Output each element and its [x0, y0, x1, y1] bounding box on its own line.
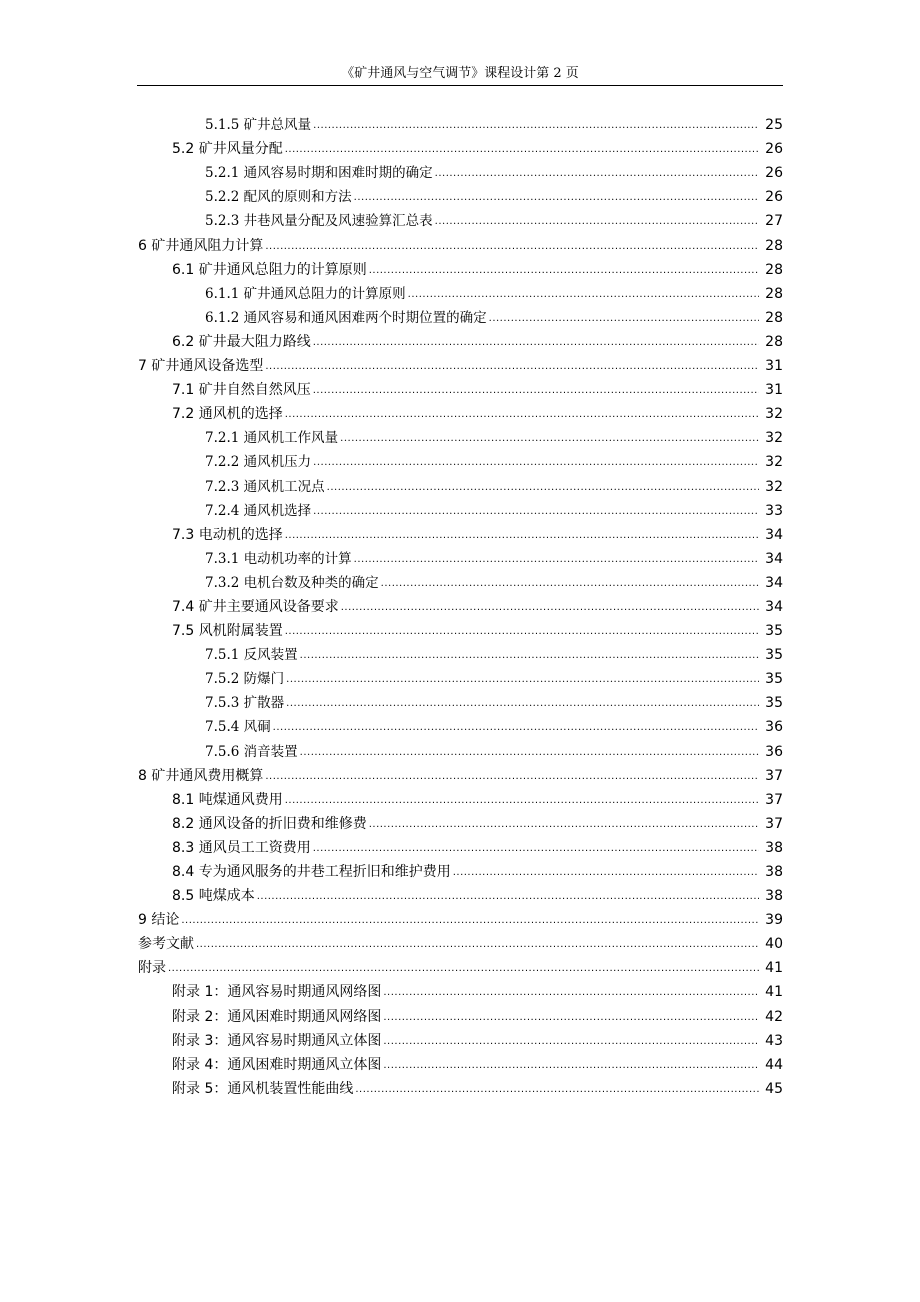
toc-entry[interactable] — [0, 618, 920, 642]
toc-entry-title: 5.2.3 井巷风量分配及风速验算汇总表 — [205, 213, 433, 230]
toc-entry-title: 7.3.1 电动机功率的计算 — [205, 550, 352, 567]
toc-dot-leader — [354, 555, 759, 565]
toc-entry[interactable] — [0, 642, 920, 666]
toc-dot-leader — [265, 242, 759, 252]
toc-entry-page-number: 26 — [765, 165, 783, 182]
toc-entry-title: 7.5.2 防爆门 — [205, 671, 285, 688]
header-rule — [137, 85, 783, 86]
toc-entry-title: 7.2.2 通风机压力 — [205, 454, 312, 471]
toc-dot-leader — [408, 290, 759, 300]
toc-entry-title: 附录 2：通风困难时期通风网络图 — [172, 1008, 382, 1025]
toc-entry-page-number: 36 — [765, 743, 783, 760]
toc-dot-leader — [369, 820, 759, 830]
toc-entry-title: 6 矿井通风阻力计算 — [138, 237, 264, 254]
toc-entry-title: 8.4 专为通风服务的井巷工程折旧和维护费用 — [172, 864, 451, 880]
toc-entry-page-number: 35 — [765, 647, 783, 664]
toc-entry-title: 7.5.1 反风装置 — [205, 647, 298, 664]
toc-entry-page-number: 32 — [765, 406, 783, 423]
toc-entry[interactable] — [0, 931, 920, 955]
toc-entry-title: 8.3 通风员工工资费用 — [172, 839, 311, 856]
toc-entry-title: 6.1.1 矿井通风总阻力的计算原则 — [205, 285, 406, 302]
toc-dot-leader — [265, 772, 759, 782]
toc-dot-leader — [285, 627, 759, 637]
toc-entry[interactable] — [0, 714, 920, 738]
toc-entry-title: 7.2 通风机的选择 — [172, 406, 283, 423]
toc-entry[interactable] — [0, 305, 920, 329]
toc-entry-title: 5.2 矿井风量分配 — [172, 141, 283, 158]
toc-entry[interactable] — [0, 546, 920, 570]
toc-dot-leader — [273, 723, 759, 733]
toc-entry-page-number: 34 — [765, 598, 783, 615]
toc-entry[interactable] — [0, 281, 920, 305]
toc-dot-leader — [383, 1061, 759, 1071]
toc-dot-leader — [355, 1085, 759, 1095]
toc-entry-page-number: 32 — [765, 454, 783, 471]
toc-entry-title: 7.3 电动机的选择 — [172, 526, 283, 543]
toc-dot-leader — [383, 1013, 759, 1023]
toc-entry-title: 9 结论 — [138, 912, 180, 929]
toc-entry-page-number: 35 — [765, 623, 783, 640]
toc-entry-page-number: 28 — [765, 309, 783, 326]
toc-entry-title: 7.5 风机附属装置 — [172, 623, 283, 640]
toc-entry[interactable] — [0, 353, 920, 377]
toc-dot-leader — [313, 386, 759, 396]
toc-entry-title: 6.1 矿井通风总阻力的计算原则 — [172, 261, 367, 278]
toc-dot-leader — [313, 507, 759, 517]
toc-entry[interactable] — [0, 738, 920, 762]
toc-entry[interactable] — [0, 690, 920, 714]
toc-entry-page-number: 38 — [765, 839, 783, 856]
toc-entry-page-number: 43 — [765, 1032, 783, 1049]
toc-entry[interactable] — [0, 1028, 920, 1052]
toc-entry-title: 参考文献 — [138, 936, 194, 953]
toc-entry-page-number: 37 — [765, 767, 783, 784]
toc-dot-leader — [285, 531, 759, 541]
toc-entry[interactable] — [0, 232, 920, 256]
toc-entry-title: 8.5 吨煤成本 — [172, 888, 255, 905]
toc-dot-leader — [383, 1037, 759, 1047]
toc-entry-page-number: 41 — [765, 960, 783, 977]
toc-entry-page-number: 34 — [765, 550, 783, 567]
toc-entry-page-number: 33 — [765, 502, 783, 519]
toc-dot-leader — [435, 217, 759, 227]
toc-entry-title: 5.2.1 通风容易时期和困难时期的确定 — [205, 165, 433, 182]
toc-entry-page-number: 31 — [765, 358, 783, 375]
toc-dot-leader — [300, 748, 759, 758]
toc-entry[interactable] — [0, 208, 920, 232]
toc-entry-title: 附录 — [138, 960, 166, 977]
toc-entry[interactable] — [0, 883, 920, 907]
toc-entry-page-number: 41 — [765, 984, 783, 1001]
toc-entry-title: 附录 4：通风困难时期通风立体图 — [172, 1056, 382, 1073]
toc-entry[interactable] — [0, 955, 920, 979]
toc-dot-leader — [383, 988, 759, 998]
toc-entry-page-number: 32 — [765, 478, 783, 495]
toc-dot-leader — [285, 145, 759, 155]
toc-dot-leader — [257, 892, 759, 902]
toc-entry[interactable] — [0, 1003, 920, 1027]
toc-entry-title: 附录 5：通风机装置性能曲线 — [172, 1080, 354, 1097]
toc-entry-title: 5.2.2 配风的原则和方法 — [205, 189, 352, 206]
toc-entry[interactable] — [0, 184, 920, 208]
toc-entry[interactable] — [0, 859, 920, 883]
toc-entry-page-number: 28 — [765, 261, 783, 278]
toc-entry[interactable] — [0, 257, 920, 281]
toc-entry-title: 7.5.4 风硐 — [205, 719, 271, 736]
toc-entry-page-number: 38 — [765, 888, 783, 905]
toc-entry-page-number: 40 — [765, 936, 783, 953]
toc-dot-leader — [285, 796, 759, 806]
toc-dot-leader — [453, 868, 759, 878]
toc-entry-page-number: 42 — [765, 1008, 783, 1025]
toc-entry-title: 6.1.2 通风容易和通风困难两个时期位置的确定 — [205, 309, 487, 326]
toc-entry-title: 附录 3：通风容易时期通风立体图 — [172, 1032, 382, 1049]
toc-dot-leader — [265, 362, 759, 372]
toc-dot-leader — [313, 458, 759, 468]
toc-entry-page-number: 44 — [765, 1056, 783, 1073]
page-header: 《矿井通风与空气调节》课程设计第 2 页 — [341, 66, 579, 81]
toc-entry-title: 7.2.1 通风机工作风量 — [205, 430, 339, 447]
toc-dot-leader — [196, 940, 759, 950]
toc-entry[interactable] — [0, 763, 920, 787]
toc-entry[interactable] — [0, 449, 920, 473]
toc-dot-leader — [313, 338, 759, 348]
toc-entry[interactable] — [0, 473, 920, 497]
toc-entry-title: 8.2 通风设备的折旧费和维修费 — [172, 815, 367, 832]
toc-entry[interactable] — [0, 160, 920, 184]
toc-dot-leader — [369, 266, 759, 276]
toc-entry-page-number: 37 — [765, 815, 783, 832]
toc-entry-page-number: 37 — [765, 791, 783, 808]
toc-dot-leader — [381, 579, 759, 589]
table-of-contents — [0, 112, 920, 1100]
toc-entry[interactable] — [0, 1052, 920, 1076]
toc-entry-page-number: 38 — [765, 864, 783, 880]
toc-entry-title: 7.3.2 电机台数及种类的确定 — [205, 574, 379, 591]
toc-entry-page-number: 39 — [765, 912, 783, 929]
toc-dot-leader — [181, 916, 759, 926]
toc-entry-page-number: 35 — [765, 671, 783, 688]
toc-entry[interactable] — [0, 907, 920, 931]
toc-entry-page-number: 34 — [765, 574, 783, 591]
toc-entry-title: 7.1 矿井自然自然风压 — [172, 382, 311, 399]
toc-dot-leader — [286, 699, 759, 709]
toc-entry[interactable] — [0, 811, 920, 835]
toc-dot-leader — [340, 434, 759, 444]
toc-dot-leader — [286, 675, 759, 685]
toc-entry[interactable] — [0, 522, 920, 546]
toc-entry-title: 7.2.4 通风机选择 — [205, 502, 312, 519]
toc-entry[interactable] — [0, 787, 920, 811]
toc-entry-page-number: 26 — [765, 141, 783, 158]
toc-entry-page-number: 28 — [765, 285, 783, 302]
toc-entry-page-number: 32 — [765, 430, 783, 447]
toc-dot-leader — [435, 169, 759, 179]
toc-dot-leader — [354, 193, 759, 203]
toc-entry[interactable] — [0, 329, 920, 353]
toc-entry[interactable] — [0, 136, 920, 160]
toc-entry[interactable] — [0, 498, 920, 522]
toc-entry[interactable] — [0, 835, 920, 859]
toc-entry-page-number: 28 — [765, 237, 783, 254]
toc-entry-page-number: 35 — [765, 695, 783, 712]
toc-dot-leader — [300, 651, 759, 661]
toc-entry[interactable] — [0, 979, 920, 1003]
toc-entry-page-number: 34 — [765, 526, 783, 543]
toc-entry[interactable] — [0, 1076, 920, 1100]
toc-entry[interactable] — [0, 377, 920, 401]
toc-entry-title: 7 矿井通风设备选型 — [138, 358, 264, 375]
toc-entry-title: 6.2 矿井最大阻力路线 — [172, 333, 311, 350]
toc-entry-title: 附录 1：通风容易时期通风网络图 — [172, 984, 382, 1001]
toc-dot-leader — [285, 410, 759, 420]
toc-entry-page-number: 36 — [765, 719, 783, 736]
toc-entry[interactable] — [0, 570, 920, 594]
toc-entry[interactable] — [0, 401, 920, 425]
toc-entry-title: 5.1.5 矿井总风量 — [205, 117, 312, 134]
toc-entry-page-number: 25 — [765, 117, 783, 134]
toc-entry[interactable] — [0, 425, 920, 449]
toc-dot-leader — [313, 844, 759, 854]
toc-entry-page-number: 27 — [765, 213, 783, 230]
toc-entry-page-number: 45 — [765, 1080, 783, 1097]
toc-entry-title: 8.1 吨煤通风费用 — [172, 791, 283, 808]
toc-entry-title: 8 矿井通风费用概算 — [138, 767, 264, 784]
toc-entry-page-number: 31 — [765, 382, 783, 399]
toc-entry[interactable] — [0, 594, 920, 618]
toc-dot-leader — [341, 603, 759, 613]
toc-entry-title: 7.4 矿井主要通风设备要求 — [172, 598, 339, 615]
toc-entry-title: 7.5.6 消音装置 — [205, 743, 298, 760]
toc-entry[interactable] — [0, 112, 920, 136]
toc-entry-title: 7.5.3 扩散器 — [205, 695, 285, 712]
toc-entry-page-number: 26 — [765, 189, 783, 206]
toc-dot-leader — [313, 121, 759, 131]
toc-entry[interactable] — [0, 666, 920, 690]
toc-dot-leader — [168, 964, 759, 974]
toc-dot-leader — [327, 483, 759, 493]
toc-entry-page-number: 28 — [765, 333, 783, 350]
toc-entry-title: 7.2.3 通风机工况点 — [205, 478, 325, 495]
toc-dot-leader — [489, 314, 759, 324]
